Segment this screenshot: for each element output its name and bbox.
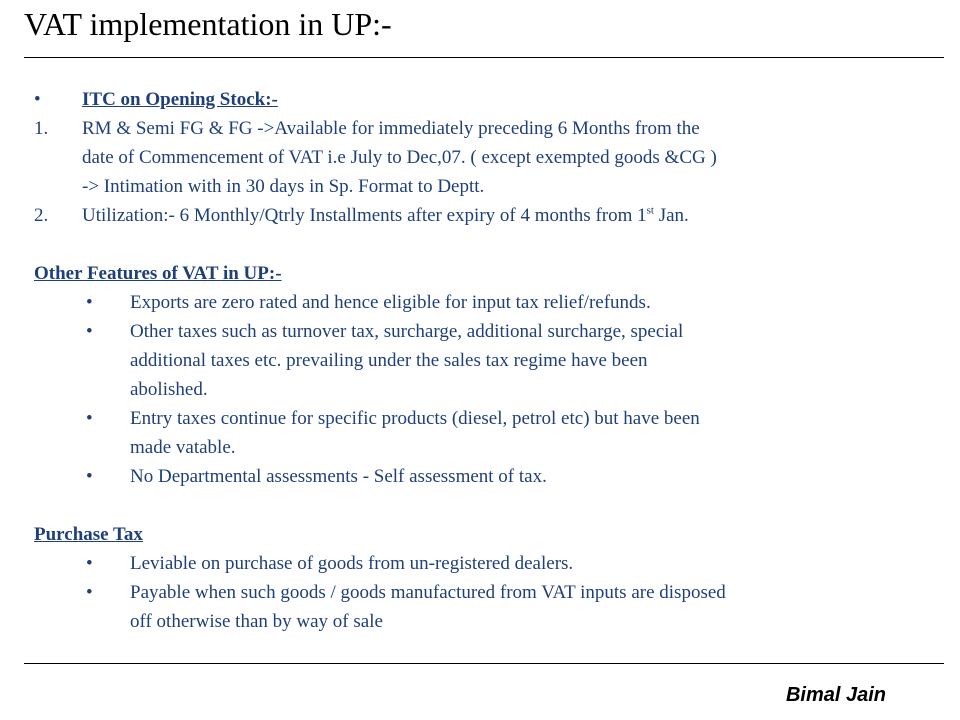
other-features-heading: Other Features of VAT in UP:-	[34, 263, 282, 284]
other-bullet-line: additional taxes etc. prevailing under the sales tax regime have been	[130, 350, 648, 371]
other-bullet-line: abolished.	[130, 379, 208, 400]
item-number: 2.	[34, 205, 49, 226]
bullet-marker: •	[86, 582, 93, 603]
itc-heading: ITC on Opening Stock:-	[82, 89, 278, 110]
bullet-marker: •	[86, 553, 93, 574]
itc-item1-line: date of Commencement of VAT i.e July to Dec,07. ( except exempted goods &CG )	[82, 147, 717, 168]
itc-item2-text: Utilization:- 6 Monthly/Qtrly Installments after expiry of 4 months from 1	[82, 205, 647, 226]
itc-item2-superscript: st	[646, 204, 654, 217]
other-bullet-line: No Departmental assessments - Self assessment of tax.	[130, 466, 547, 487]
bullet-marker: •	[86, 466, 93, 487]
itc-item1-line: -> Intimation with in 30 days in Sp. Format to Deptt.	[82, 176, 485, 197]
other-bullet-line: Entry taxes continue for specific products (diesel, petrol etc) but have been	[130, 408, 700, 429]
purchase-bullet-line: Leviable on purchase of goods from un-registered dealers.	[130, 553, 574, 574]
purchase-bullet-line: off otherwise than by way of sale	[130, 611, 383, 632]
itc-item2-tail: Jan.	[653, 205, 689, 226]
bottom-divider	[24, 663, 944, 664]
bullet-marker: •	[34, 89, 41, 110]
other-bullet-line: made vatable.	[130, 437, 236, 458]
other-bullet-line: Other taxes such as turnover tax, surcharge, additional surcharge, special	[130, 321, 684, 342]
bullet-marker: •	[86, 408, 93, 429]
itc-item1-line: RM & Semi FG & FG ->Available for immediately preceding 6 Months from the	[82, 118, 700, 139]
slide-title: VAT implementation in UP:-	[24, 6, 392, 42]
author-name: Bimal Jain	[785, 684, 886, 706]
itc-item2-line	[82, 201, 689, 230]
bullet-marker: •	[86, 292, 93, 313]
other-bullet-line: Exports are zero rated and hence eligible for input tax relief/refunds.	[130, 292, 651, 313]
purchase-tax-heading: Purchase Tax	[34, 524, 143, 545]
purchase-bullet-line: Payable when such goods / goods manufactured from VAT inputs are disposed	[130, 582, 726, 603]
bullet-marker: •	[86, 321, 93, 342]
item-number: 1.	[34, 118, 49, 139]
